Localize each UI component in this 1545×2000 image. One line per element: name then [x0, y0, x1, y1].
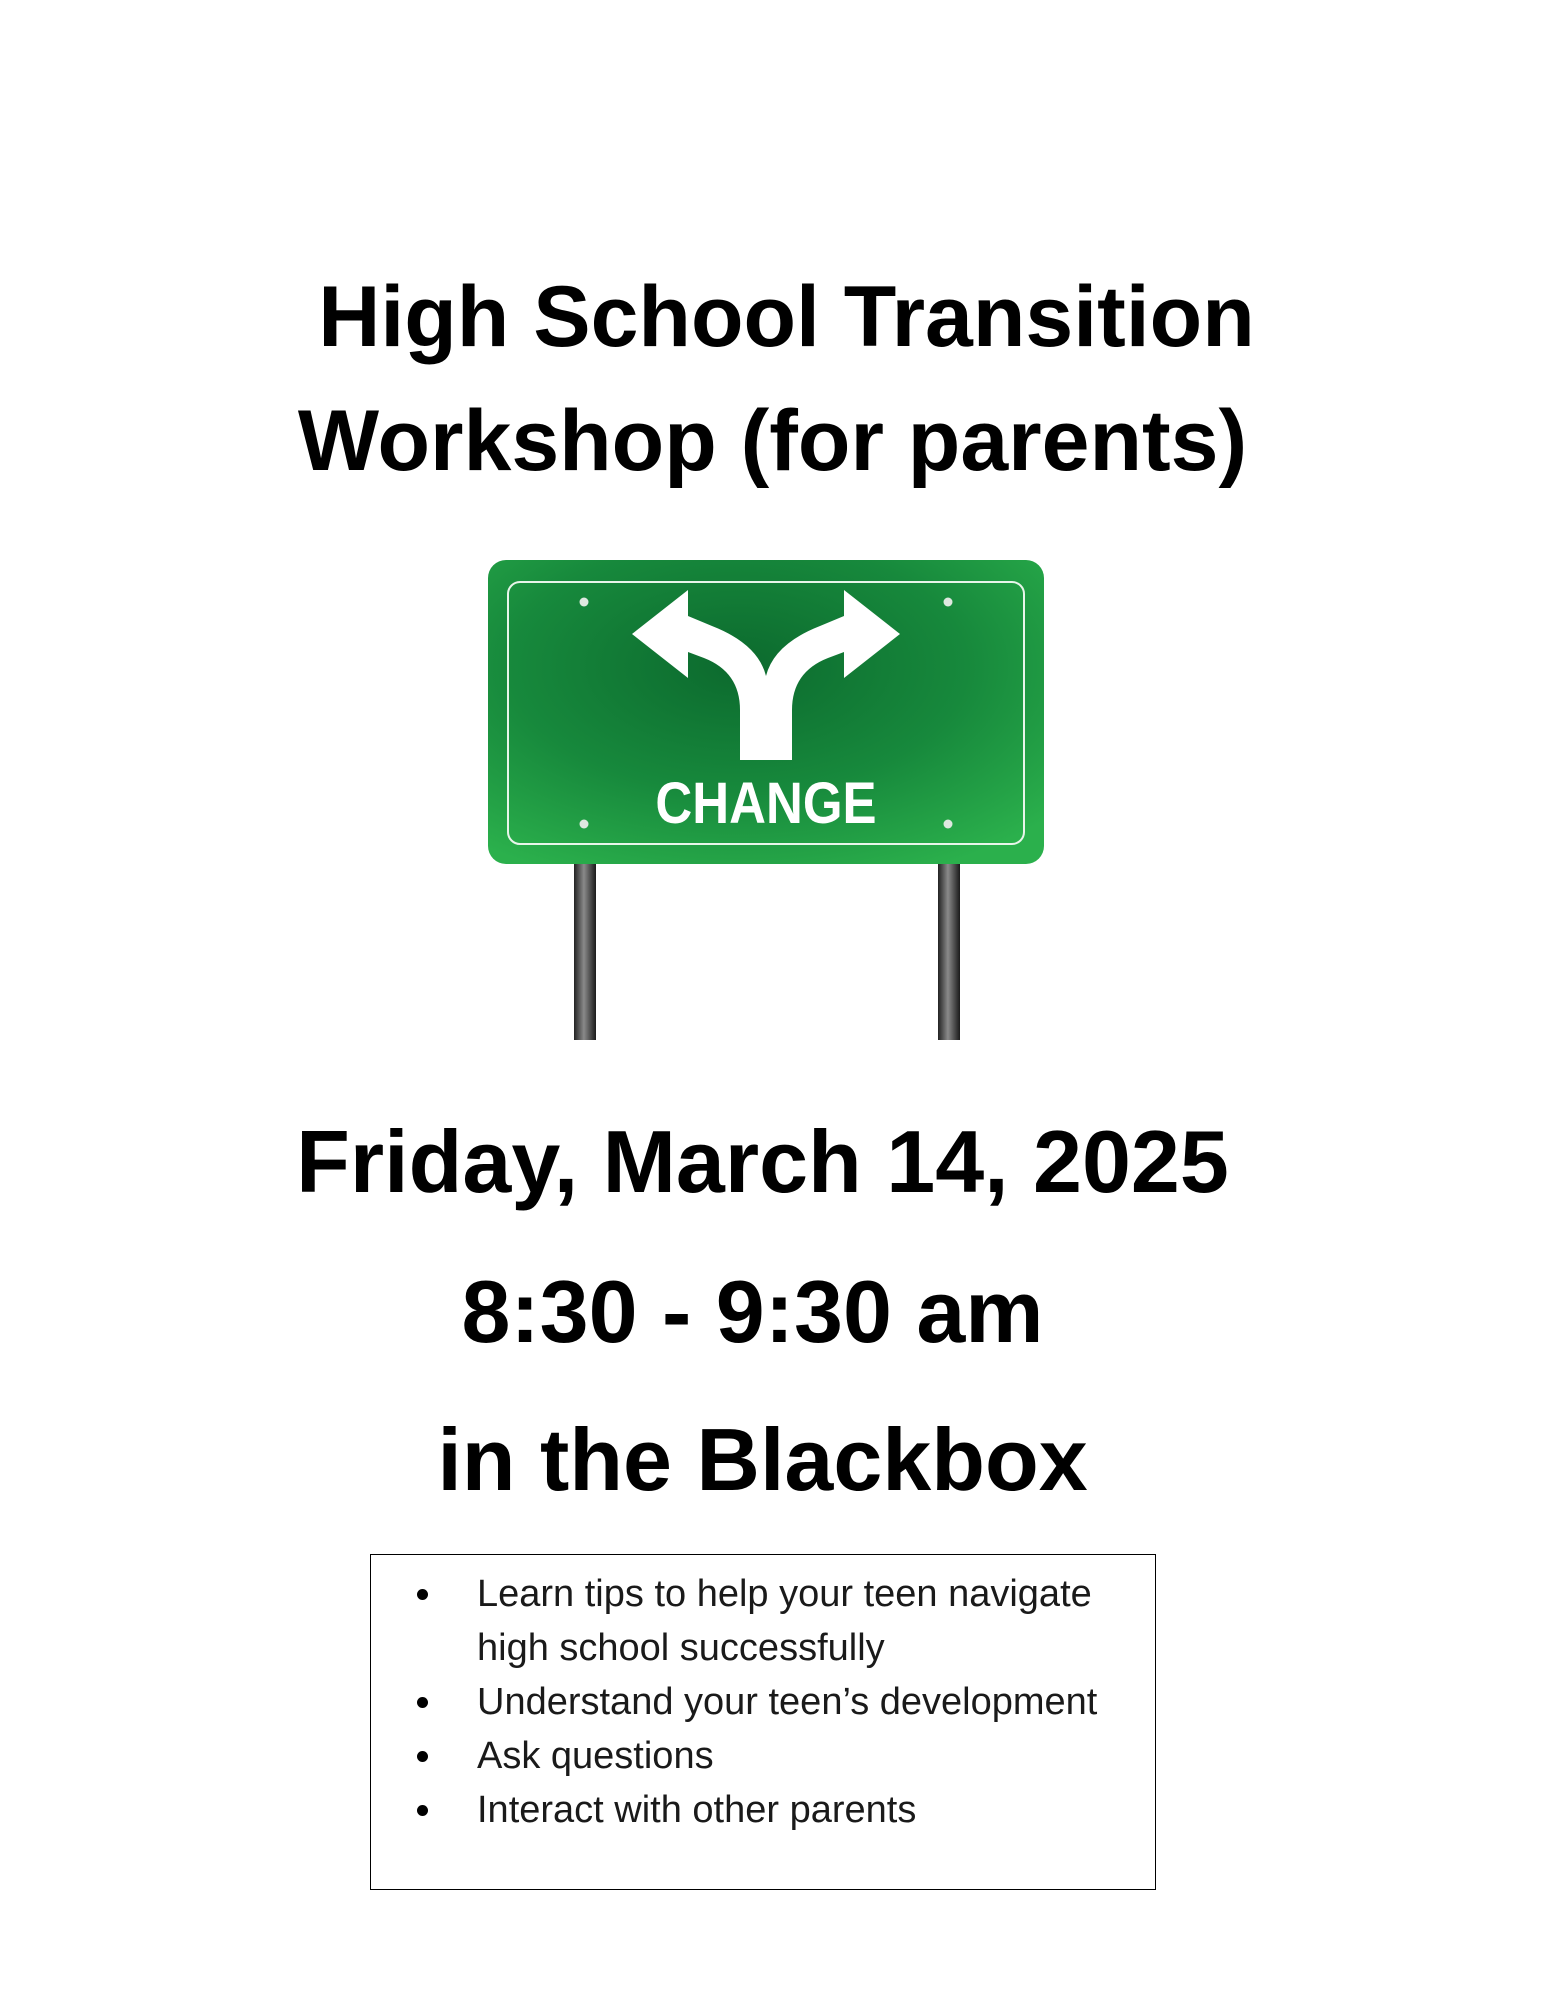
- list-item: [371, 1567, 1155, 1675]
- flyer-title: [0, 255, 1545, 503]
- sign-bolt: [580, 598, 589, 607]
- event-time: 8:30 - 9:30 am: [461, 1262, 1044, 1361]
- workshop-highlights-box: [370, 1554, 1156, 1890]
- bullet-icon: [417, 1805, 428, 1816]
- sign-bolt: [580, 820, 589, 829]
- bullet-icon: [417, 1697, 428, 1708]
- sign-bolt: [944, 820, 953, 829]
- event-date: Friday, March 14, 2025: [296, 1112, 1229, 1211]
- event-location: in the Blackbox: [437, 1410, 1088, 1509]
- list-item-text: Understand your teen’s development: [477, 1681, 1098, 1723]
- list-item-text: Interact with other parents: [477, 1789, 917, 1831]
- title-line-1: High School Transition: [318, 269, 1255, 365]
- list-item: [371, 1729, 1155, 1783]
- list-item: [371, 1675, 1155, 1729]
- change-road-sign: [488, 560, 1048, 1040]
- list-item: [371, 1783, 1155, 1837]
- bullet-icon: [417, 1589, 428, 1600]
- bullet-icon: [417, 1751, 428, 1762]
- sign-bolt: [944, 598, 953, 607]
- sign-text: CHANGE: [655, 770, 877, 836]
- list-item-text: Ask questions: [477, 1735, 714, 1777]
- list-item-text: Learn tips to help your teen navigate high school successfully: [477, 1573, 1092, 1669]
- sign-post-right: [938, 860, 960, 1040]
- highlights-list: [371, 1567, 1155, 1837]
- sign-post-left: [574, 860, 596, 1040]
- title-line-2: Workshop (for parents): [297, 393, 1248, 489]
